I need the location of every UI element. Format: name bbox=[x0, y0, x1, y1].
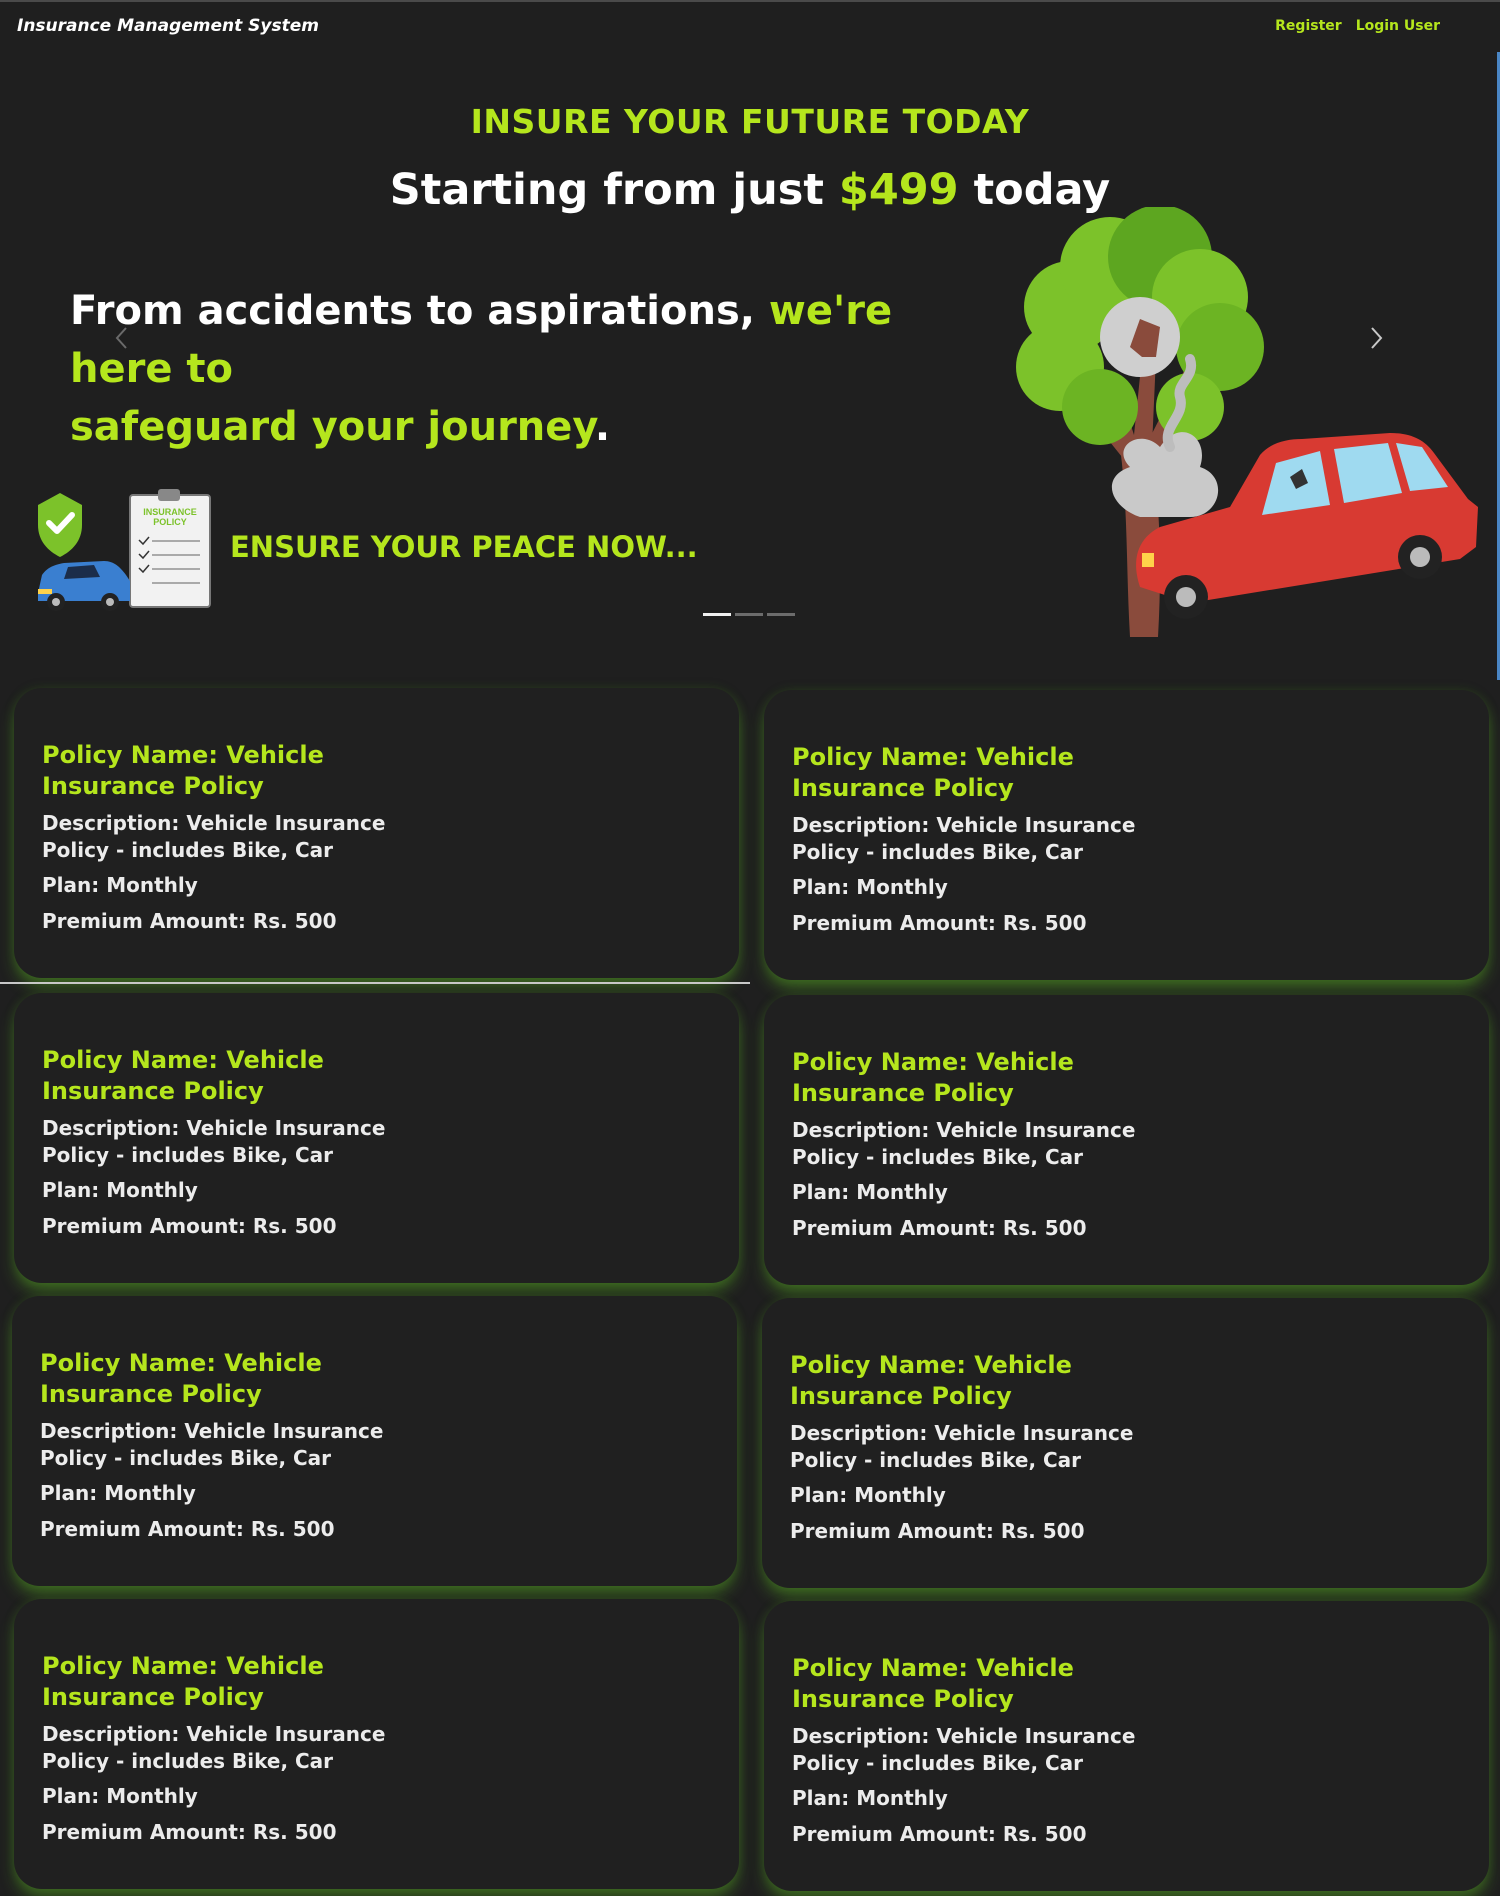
policy-premium: Premium Amount: Rs. 500 bbox=[42, 909, 337, 933]
hero-tagline: INSURE YOUR FUTURE TODAY bbox=[470, 102, 1030, 141]
hero-carousel bbox=[0, 52, 1500, 680]
carousel-next-button[interactable] bbox=[1362, 320, 1390, 356]
policy-name: Policy Name: Vehicle Insurance Policy bbox=[42, 1046, 324, 1105]
policy-description: Description: Vehicle Insurance Policy - includes Bike, Car bbox=[792, 1118, 1136, 1169]
policy-name: Policy Name: Vehicle Insurance Policy bbox=[792, 743, 1074, 802]
policy-card[interactable] bbox=[14, 1599, 739, 1889]
car-crash-illustration bbox=[990, 207, 1480, 642]
policy-premium: Premium Amount: Rs. 500 bbox=[792, 911, 1087, 935]
policy-premium: Premium Amount: Rs. 500 bbox=[792, 1822, 1087, 1846]
login-user-link[interactable]: Login User bbox=[1355, 18, 1440, 34]
price-value: $499 bbox=[838, 165, 959, 215]
hero-body-accent-2: safeguard your journey bbox=[70, 404, 595, 450]
brand-title[interactable]: Insurance Management System bbox=[17, 16, 319, 36]
policy-description: Description: Vehicle Insurance Policy - includes Bike, Car bbox=[792, 813, 1136, 864]
policy-plan: Plan: Monthly bbox=[790, 1483, 946, 1507]
policy-plan: Plan: Monthly bbox=[792, 1180, 948, 1204]
policy-plan: Plan: Monthly bbox=[792, 1786, 948, 1810]
policy-art-label-1: INSURANCE bbox=[143, 507, 197, 517]
policy-name: Policy Name: Vehicle Insurance Policy bbox=[792, 1048, 1074, 1107]
policy-name: Policy Name: Vehicle Insurance Policy bbox=[792, 1654, 1074, 1713]
hero-cta-text: ENSURE YOUR PEACE NOW... bbox=[230, 530, 698, 564]
row-divider bbox=[0, 982, 750, 984]
policy-description: Description: Vehicle Insurance Policy - includes Bike, Car bbox=[40, 1419, 384, 1470]
hero-body-white: From accidents to aspirations, bbox=[70, 288, 755, 334]
policy-premium: Premium Amount: Rs. 500 bbox=[792, 1216, 1087, 1240]
policy-plan: Plan: Monthly bbox=[42, 873, 198, 897]
policy-description: Description: Vehicle Insurance Policy - includes Bike, Car bbox=[42, 811, 386, 862]
policy-card[interactable] bbox=[764, 1601, 1489, 1891]
hero-body-accent-1: we're here to bbox=[70, 288, 893, 392]
chevron-right-icon bbox=[1362, 320, 1390, 356]
insurance-policy-art bbox=[34, 485, 214, 615]
policy-description: Description: Vehicle Insurance Policy - includes Bike, Car bbox=[42, 1116, 386, 1167]
policy-card[interactable] bbox=[14, 688, 739, 978]
policy-description: Description: Vehicle Insurance Policy - includes Bike, Car bbox=[42, 1722, 386, 1773]
policy-premium: Premium Amount: Rs. 500 bbox=[40, 1517, 335, 1541]
register-link[interactable]: Register bbox=[1275, 18, 1342, 34]
policy-plan: Plan: Monthly bbox=[792, 875, 948, 899]
policy-premium: Premium Amount: Rs. 500 bbox=[42, 1214, 337, 1238]
hero-body-text bbox=[70, 282, 970, 456]
price-prefix: Starting from just bbox=[389, 165, 824, 215]
policy-name: Policy Name: Vehicle Insurance Policy bbox=[42, 1652, 324, 1711]
carousel-indicators bbox=[703, 613, 795, 616]
policy-premium: Premium Amount: Rs. 500 bbox=[42, 1820, 337, 1844]
policy-name: Policy Name: Vehicle Insurance Policy bbox=[42, 741, 324, 800]
policy-card[interactable] bbox=[764, 690, 1489, 980]
policy-cards-grid bbox=[0, 680, 1500, 1896]
policy-art-label-2: POLICY bbox=[153, 517, 187, 527]
policy-plan: Plan: Monthly bbox=[40, 1481, 196, 1505]
policy-plan: Plan: Monthly bbox=[42, 1178, 198, 1202]
price-suffix: today bbox=[973, 165, 1111, 215]
policy-plan: Plan: Monthly bbox=[42, 1784, 198, 1808]
policy-description: Description: Vehicle Insurance Policy - includes Bike, Car bbox=[792, 1724, 1136, 1775]
policy-description: Description: Vehicle Insurance Policy - includes Bike, Car bbox=[790, 1421, 1134, 1472]
policy-card[interactable] bbox=[12, 1296, 737, 1586]
policy-card[interactable] bbox=[762, 1298, 1487, 1588]
nav-links bbox=[1275, 18, 1440, 34]
chevron-left-icon bbox=[108, 320, 136, 356]
navbar bbox=[0, 0, 1500, 52]
policy-card[interactable] bbox=[14, 993, 739, 1283]
hero-body-end: . bbox=[594, 404, 611, 450]
carousel-indicator-3[interactable] bbox=[767, 613, 795, 616]
carousel-prev-button[interactable] bbox=[108, 320, 136, 356]
carousel-indicator-1[interactable] bbox=[703, 613, 731, 616]
policy-name: Policy Name: Vehicle Insurance Policy bbox=[40, 1349, 322, 1408]
policy-premium: Premium Amount: Rs. 500 bbox=[790, 1519, 1085, 1543]
policy-card[interactable] bbox=[764, 995, 1489, 1285]
carousel-indicator-2[interactable] bbox=[735, 613, 763, 616]
policy-name: Policy Name: Vehicle Insurance Policy bbox=[790, 1351, 1072, 1410]
